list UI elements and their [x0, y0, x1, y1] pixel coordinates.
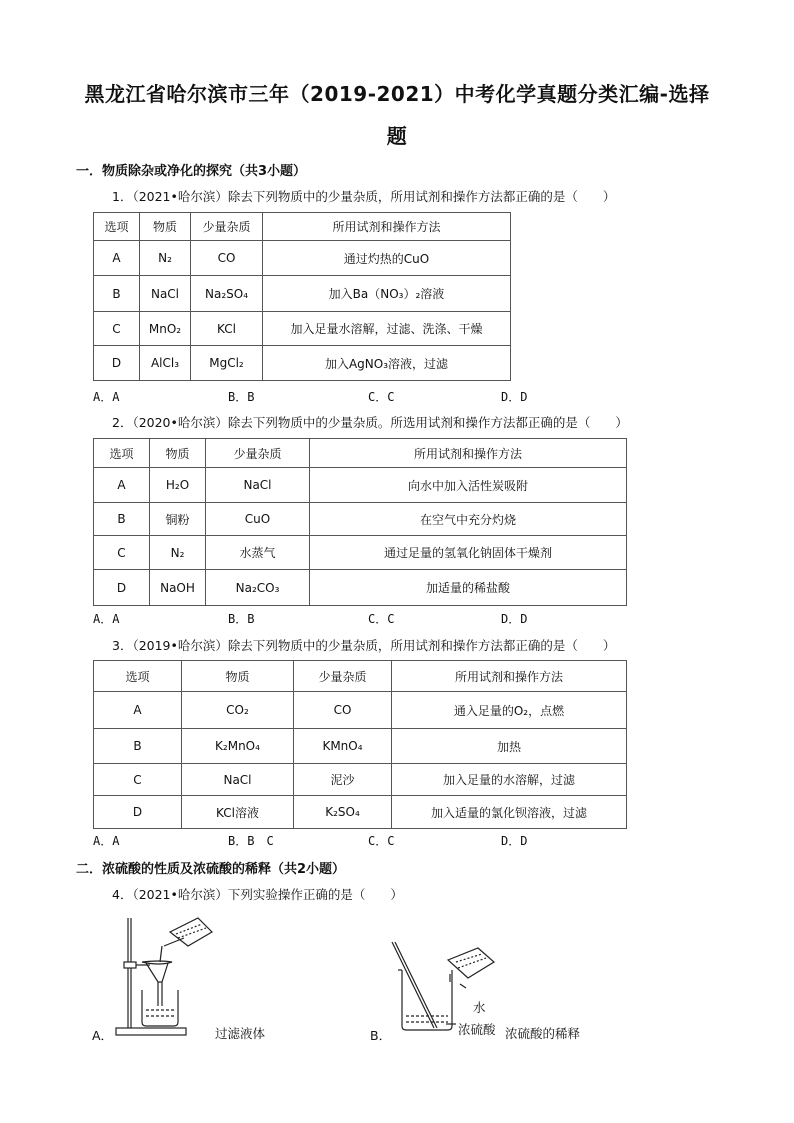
table-cell: MgCl₂ — [191, 346, 263, 381]
question-4-text: 4．（2021•哈尔滨）下列实验操作正确的是（ ） — [112, 887, 403, 902]
option-d[interactable]: D．D — [501, 834, 528, 848]
table-cell: C — [94, 312, 140, 346]
table-cell: A — [94, 241, 140, 276]
figure-b-caption: 浓硫酸的稀释 — [505, 1026, 581, 1041]
table-cell: 向水中加入活性炭吸附 — [310, 468, 627, 503]
table-cell: 加热 — [392, 729, 627, 764]
option-c[interactable]: C．C — [368, 834, 395, 848]
question-3-table — [93, 660, 627, 829]
option-d[interactable]: D．D — [501, 612, 528, 626]
header-cell: 所用试剂和操作方法 — [392, 661, 627, 692]
table-cell: NaCl — [182, 764, 294, 796]
header-cell: 物质 — [140, 213, 191, 241]
table-cell: A — [94, 468, 150, 503]
table-cell: 加适量的稀盐酸 — [310, 570, 627, 606]
table-cell: 加入足量的水溶解，过滤 — [392, 764, 627, 796]
table-cell: MnO₂ — [140, 312, 191, 346]
filtration-apparatus-figure — [112, 910, 222, 1040]
figure-b-acid-label: 浓硫酸 — [458, 1022, 496, 1037]
table-cell: A — [94, 692, 182, 729]
question-1-text: 1．（2021•哈尔滨）除去下列物质中的少量杂质，所用试剂和操作方法都正确的是（ ） — [112, 189, 616, 204]
table-cell: 铜粉 — [150, 503, 206, 536]
table-cell: NaOH — [150, 570, 206, 606]
figure-b-letter[interactable]: B． — [370, 1028, 392, 1043]
table-cell: D — [94, 346, 140, 381]
table-cell: CuO — [206, 503, 310, 536]
table-cell: K₂SO₄ — [294, 796, 392, 829]
option-b[interactable]: B．B — [228, 390, 255, 404]
table-cell: 加入Ba（NO₃）₂溶液 — [263, 276, 511, 312]
table-cell: CO₂ — [182, 692, 294, 729]
option-d[interactable]: D．D — [501, 390, 528, 404]
table-cell: CO — [191, 241, 263, 276]
question-2-text: 2．（2020•哈尔滨）除去下列物质中的少量杂质。所选用试剂和操作方法都正确的是（ ） — [112, 415, 628, 430]
table-cell: 水蒸气 — [206, 536, 310, 570]
table-cell: 加入足量水溶解，过滤、洗涤、干燥 — [263, 312, 511, 346]
table-cell: N₂ — [140, 241, 191, 276]
table-cell: 加入适量的氯化钡溶液，过滤 — [392, 796, 627, 829]
table-cell: KCl溶液 — [182, 796, 294, 829]
table-cell: B — [94, 503, 150, 536]
question-3-text: 3．（2019•哈尔滨）除去下列物质中的少量杂质，所用试剂和操作方法都正确的是（ ） — [112, 638, 616, 653]
header-cell: 物质 — [150, 439, 206, 468]
table-cell: Na₂SO₄ — [191, 276, 263, 312]
table-cell: 通入足量的O₂，点燃 — [392, 692, 627, 729]
table-cell: 泥沙 — [294, 764, 392, 796]
figure-b-water-label: 水 — [473, 1000, 486, 1015]
option-b[interactable]: B．B — [228, 612, 255, 626]
header-cell: 少量杂质 — [294, 661, 392, 692]
table-cell: KCl — [191, 312, 263, 346]
table-cell: K₂MnO₄ — [182, 729, 294, 764]
table-cell: NaCl — [140, 276, 191, 312]
table-cell: AlCl₃ — [140, 346, 191, 381]
option-c[interactable]: C．C — [368, 612, 395, 626]
header-cell: 所用试剂和操作方法 — [310, 439, 627, 468]
header-cell: 选项 — [94, 439, 150, 468]
table-cell: 加入AgNO₃溶液，过滤 — [263, 346, 511, 381]
header-cell: 物质 — [182, 661, 294, 692]
table-cell: N₂ — [150, 536, 206, 570]
figure-a-caption: 过滤液体 — [215, 1026, 266, 1041]
option-a[interactable]: A．A — [93, 390, 120, 404]
header-cell: 选项 — [94, 213, 140, 241]
section-heading-2: 二．浓硫酸的性质及浓硫酸的稀释（共2小题） — [76, 862, 346, 877]
header-cell: 少量杂质 — [206, 439, 310, 468]
figure-a-letter[interactable]: A． — [92, 1028, 114, 1043]
page-title-line2: 题 — [386, 124, 408, 148]
question-2-table — [93, 438, 627, 606]
table-cell: 在空气中充分灼烧 — [310, 503, 627, 536]
table-cell: C — [94, 764, 182, 796]
table-cell: Na₂CO₃ — [206, 570, 310, 606]
option-a[interactable]: A．A — [93, 834, 120, 848]
page-title-line1: 黑龙江省哈尔滨市三年（2019-2021）中考化学真题分类汇编-选择 — [84, 82, 710, 106]
table-cell: NaCl — [206, 468, 310, 503]
table-cell: CO — [294, 692, 392, 729]
question-1-table — [93, 212, 511, 381]
table-cell: D — [94, 796, 182, 829]
table-cell: 通过足量的氢氧化钠固体干燥剂 — [310, 536, 627, 570]
table-cell: B — [94, 729, 182, 764]
table-cell: 通过灼热的CuO — [263, 241, 511, 276]
header-cell: 少量杂质 — [191, 213, 263, 241]
section-heading-1: 一．物质除杂或净化的探究（共3小题） — [76, 164, 307, 179]
header-cell: 选项 — [94, 661, 182, 692]
option-b[interactable]: B．B C — [228, 834, 274, 848]
table-cell: KMnO₄ — [294, 729, 392, 764]
table-cell: C — [94, 536, 150, 570]
option-a[interactable]: A．A — [93, 612, 120, 626]
header-cell: 所用试剂和操作方法 — [263, 213, 511, 241]
option-c[interactable]: C．C — [368, 390, 395, 404]
table-cell: D — [94, 570, 150, 606]
table-cell: H₂O — [150, 468, 206, 503]
table-cell: B — [94, 276, 140, 312]
